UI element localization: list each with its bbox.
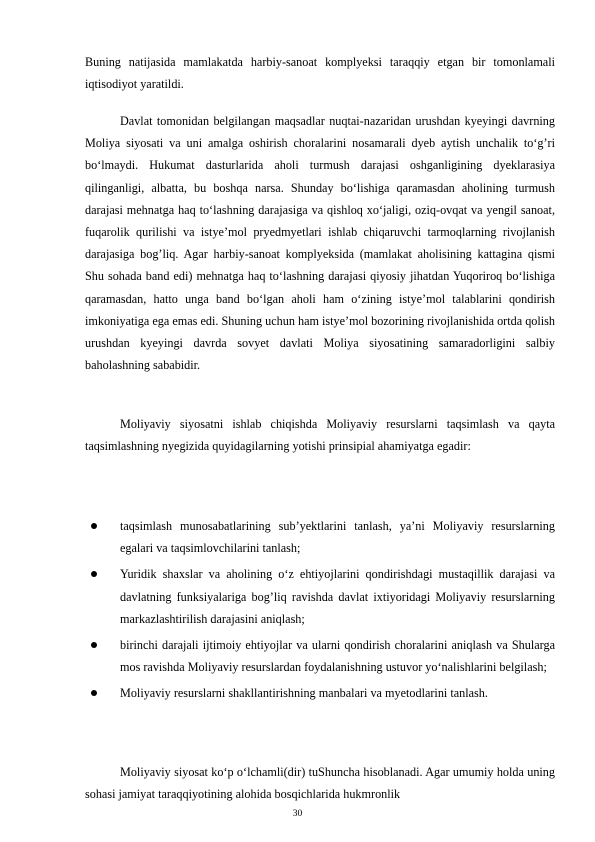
paragraph-postwar-policy: Davlat tomonidan belgilangan maqsadlar nuqtai-nazaridan urushdan kyeyingi davrning Moliya siyosati va uni amalga oshirish choralarini nosamarali dyeb aytish unchalik to‘g’ri bo‘lmaydi. Hukumat dasturlarida aholi turmush darajasi oshganligining dyeklarasiya qilinganligi, albatta, bu boshqa narsa. Shunday bo‘lishiga qaramasdan aholining turmush darajasi mehnatga haq to‘lashning darajasiga va qishloq xo‘jaligi, oziq-ovqat va yengil sanoat, fuqarolik qurilishi va istye’mol pryedmyetlari ishlab chiqaruvchi tarmoqlarning rivojlanish darajasiga bog’liq. Agar harbiy-sanoat komplyeksida (mamlakat aholisining kattagina qismi Shu sohada band edi) mehnatga haq to‘lashning darajasi qiyosiy jihatdan Yuqoriroq bo‘lishiga qaramasdan, hatto unga band bo‘lgan aholi ham o‘zining istye’mol talablarini qondirish imkoniyatiga ega emas edi. Shuning uchun ham istye’mol bozorining rivojlanishida ortda qolish urushdan kyeyingi davrda sovyet davlati Moliya siyosatining samaradorligini salbiy baholashning sababidir. bbox=[85, 114, 555, 373]
list-item bbox=[85, 563, 555, 630]
paragraph-final: Moliyaviy siyosat ko‘p o‘lchamli(dir) tuShuncha hisoblanadi. Agar umumiy holda uning sohasi jamiyat taraqqiyotining alohida bosqichlarida hukmronlik bbox=[85, 765, 555, 802]
list-item-text: Yuridik shaxslar va aholining o‘z ehtiyojlarini qondirishdagi mustaqillik darajasi va davlatning funksiyalariga bog’liq ravishda davlat ixtiyoridagi Moliyaviy resurslarning markazlashtirilish darajasini aniqlash; bbox=[120, 567, 555, 626]
list-item bbox=[85, 634, 555, 678]
bullet-icon bbox=[91, 523, 97, 529]
list-item-text: taqsimlash munosabatlarining sub’yektlarini tanlash, ya’ni Moliyaviy resurslarning egalari va taqsimlovchilarini tanlash; bbox=[120, 519, 555, 556]
principles-list bbox=[85, 515, 555, 709]
list-item-text: Moliyaviy resurslarni shakllantirishning manbalari va myetodlarini tanlash. bbox=[120, 686, 488, 701]
bullet-icon bbox=[91, 642, 97, 648]
bullet-icon bbox=[91, 571, 97, 577]
bullet-icon bbox=[91, 690, 97, 696]
paragraph-intro: Buning natijasida mamlakatda harbiy-sanoat komplyeksi taraqqiy etgan bir tomonlamali iqtisodiyot yaratildi. bbox=[85, 55, 555, 92]
list-item bbox=[85, 682, 555, 704]
paragraph-principles-intro: Moliyaviy siyosatni ishlab chiqishda Moliyaviy resurslarni taqsimlash va qayta taqsimlashning nyegizida quyidagilarning yotishi prinsipial ahamiyatga egadir: bbox=[85, 417, 555, 454]
list-item bbox=[85, 515, 555, 559]
list-item-text: birinchi darajali ijtimoiy ehtiyojlar va ularni qondirish choralarini aniqlash va Shularga mos ravishda Moliyaviy resurslardan foydalanishning ustuvor yo‘nalishlarini belgilash; bbox=[120, 638, 555, 675]
page-number: 30 bbox=[292, 809, 303, 819]
